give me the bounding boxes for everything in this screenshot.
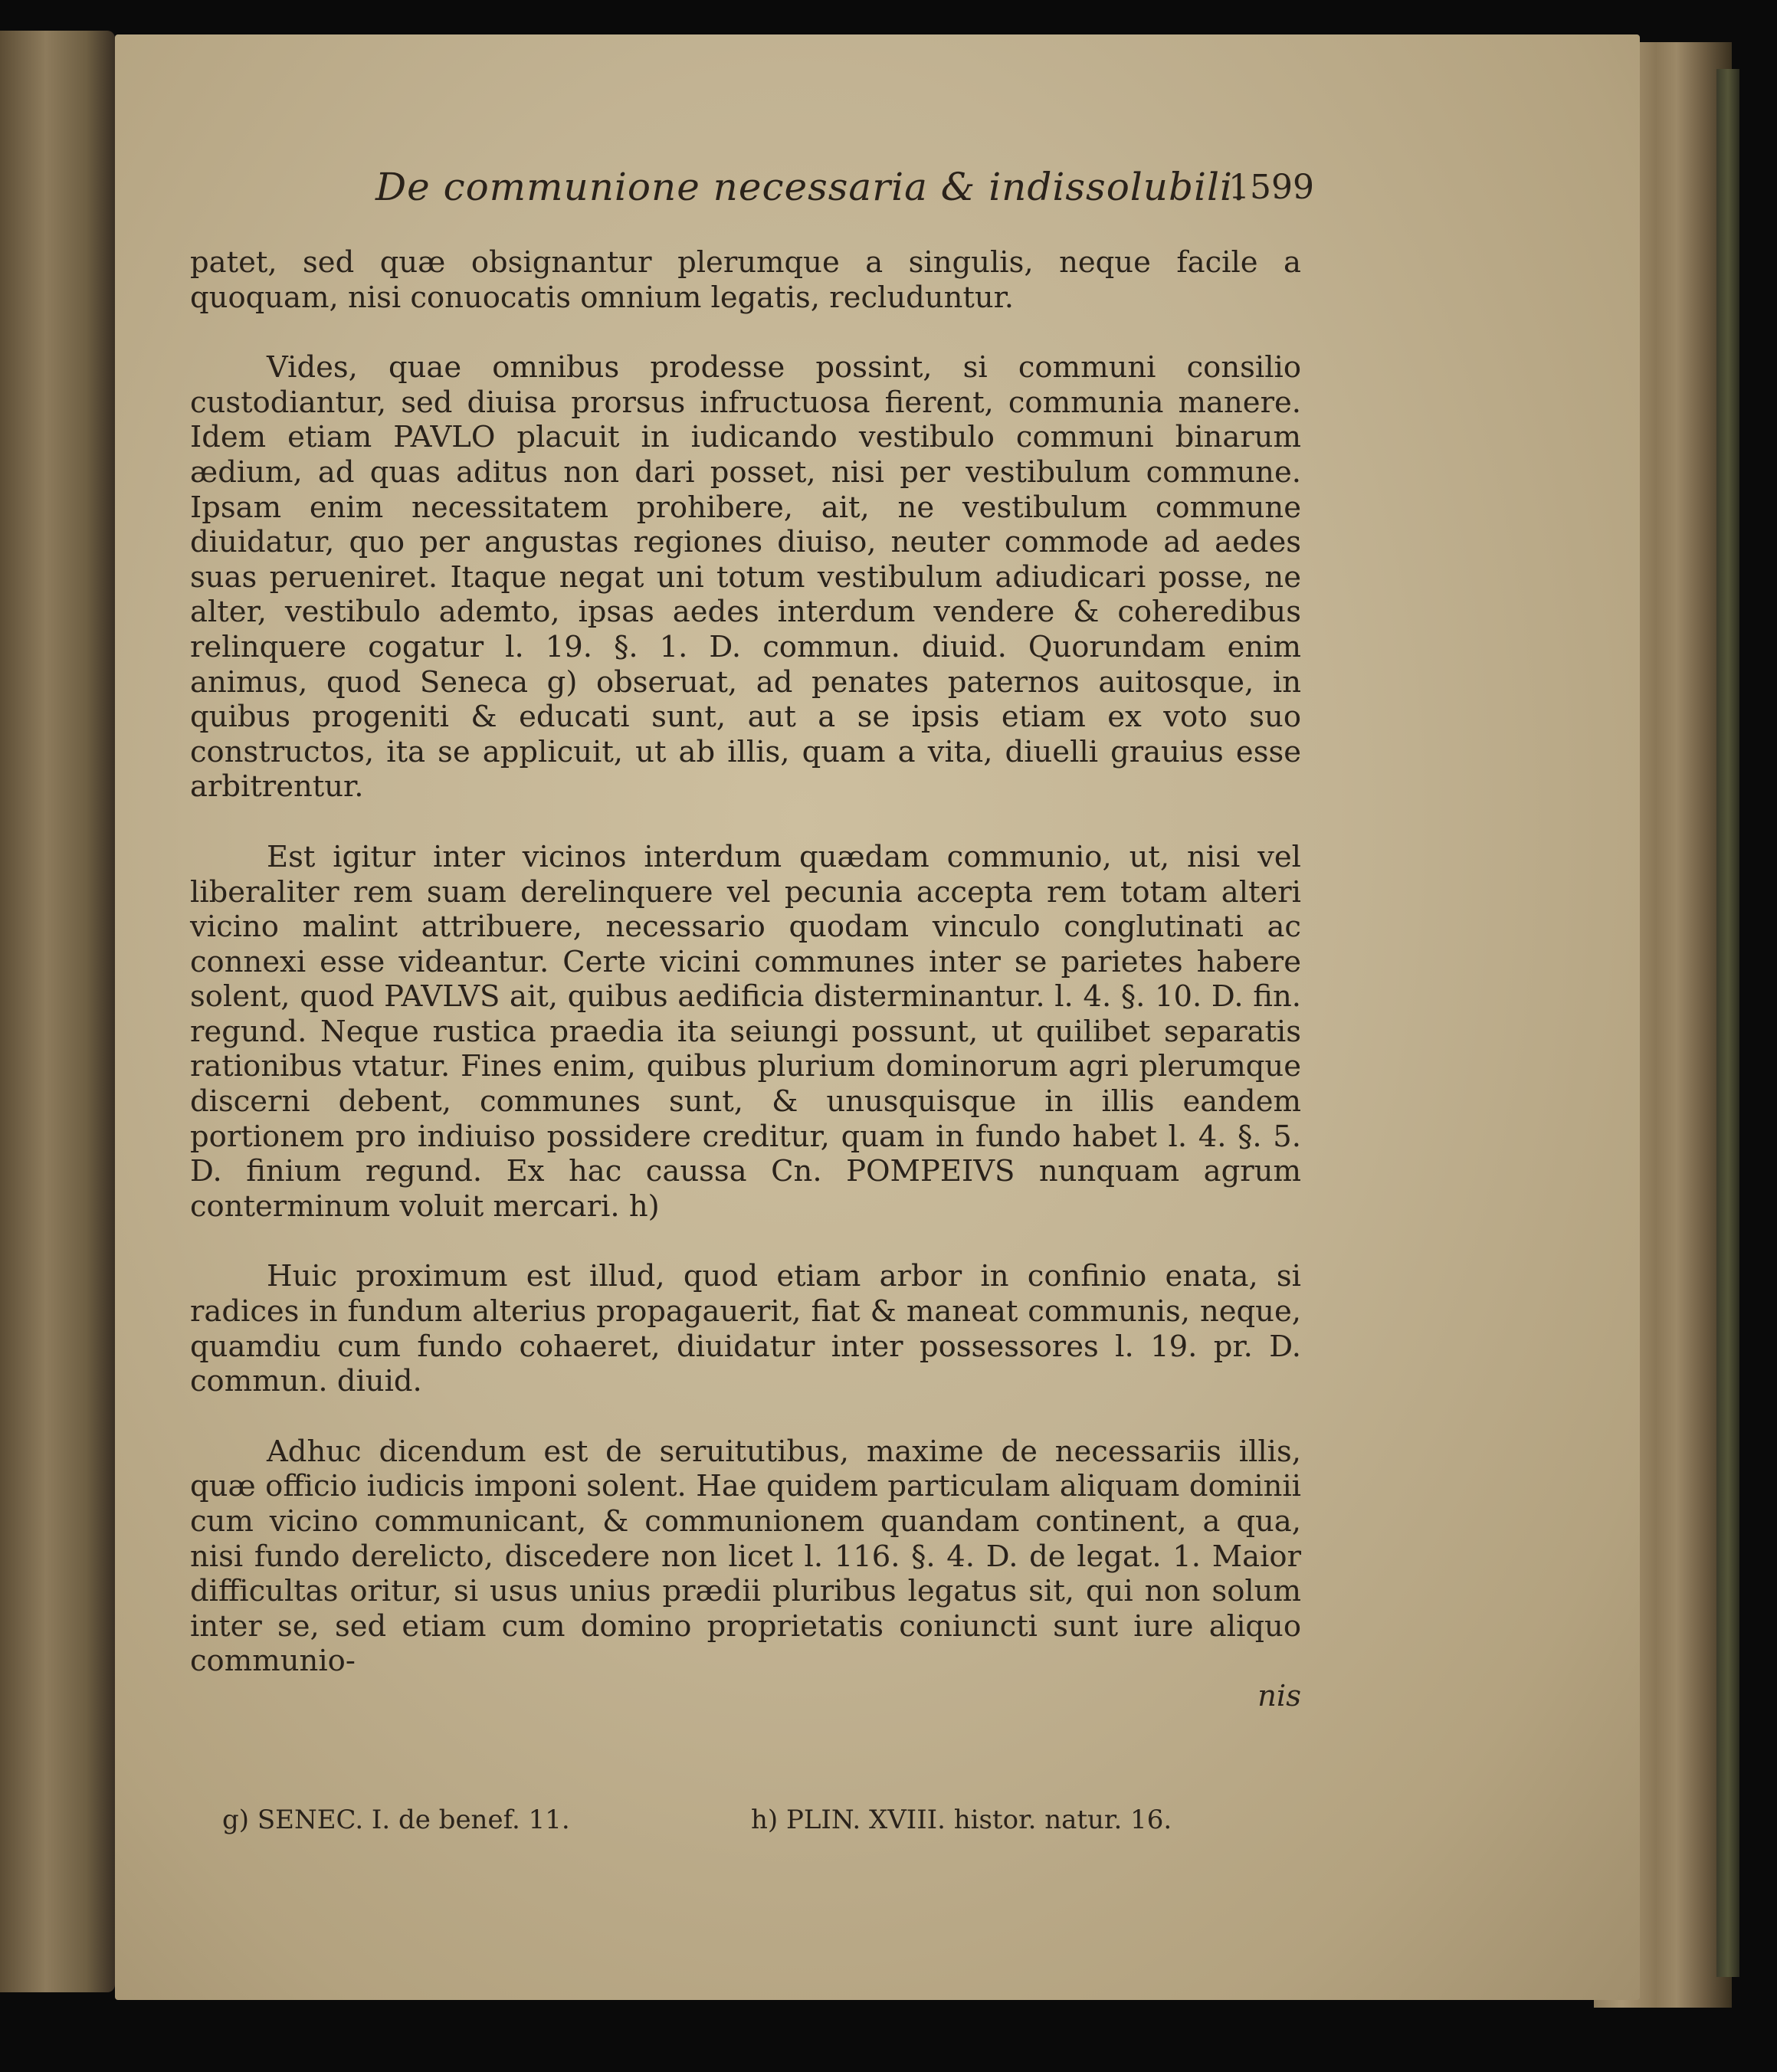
running-title: De communione necessaria & indissolubili. <box>375 165 1246 209</box>
paragraph-gap <box>190 315 1301 350</box>
page-number: 1599 <box>1228 168 1314 207</box>
footnote-g: g) SENEC. I. de benef. 11. <box>222 1805 570 1835</box>
paragraph-4: Huic proximum est illud, quod etiam arbor in confinio enata, si radices in fundum alterius propagauerit, fiat & maneat communis, neque, quamdiu cum fundo cohaeret, diuidatur inter possessores l. 19. pr. D. commun. diuid. <box>190 1259 1301 1399</box>
page-body <box>190 245 1301 1714</box>
catchword: nis <box>1257 1678 1301 1713</box>
left-page-edge <box>0 31 115 1992</box>
paragraph-gap <box>190 805 1301 840</box>
paragraph-3: Est igitur inter vicinos interdum quædam communio, ut, nisi vel liberaliter rem suam derelinquere vel pecunia accepta rem totam alteri vicino malint attribuere, necessario quodam vinculo conglutinati ac connexi esse videantur. Certe vicini communes inter se parietes habere solent, quod PAVLVS ait, quibus aedificia disterminantur. l. 4. §. 10. D. fin. regund. Neque rustica praedia ita seiungi possunt, ut quilibet separatis rationibus vtatur. Fines enim, quibus plurium dominorum agri plerumque discerni debent, communes sunt, & unusquisque in illis eandem portionem pro indiuiso possidere creditur, quam in fundo habet l. 4. §. 5. D. finium regund. Ex hac caussa Cn. POMPEIVS nunquam agrum conterminum voluit mercari. h) <box>190 839 1301 1224</box>
footnote-h: h) PLIN. XVIII. histor. natur. 16. <box>751 1805 1172 1835</box>
paragraph-2: Vides, quae omnibus prodesse possint, si communi consilio custodiantur, sed diuisa prorsus infructuosa fierent, communia manere. Idem etiam PAVLO placuit in iudicando vestibulo communi binarum ædium, ad quas aditus non dari posset, nisi per vestibulum commune. Ipsam enim necessitatem prohibere, ait, ne vestibulum commune diuidatur, quo per angustas regiones diuiso, neuter commode ad aedes suas perueniret. Itaque negat uni totum vestibulum adiudicari posse, ne alter, vestibulo ademto, ipsas aedes interdum vendere & coheredibus relinquere cogatur l. 19. §. 1. D. commun. diuid. Quorundam enim animus, quod Seneca g) obseruat, ad penates paternos auitosque, in quibus progeniti & educati sunt, aut a se ipsis etiam ex voto suo constructos, ita se applicuit, ut ab illis, quam a vita, diuelli grauius esse arbitrentur. <box>190 350 1301 805</box>
paragraph-gap <box>190 1224 1301 1259</box>
footnotes <box>222 1805 1257 1843</box>
page-header <box>375 165 1314 218</box>
paragraph-gap <box>190 1399 1301 1434</box>
paragraph-1: patet, sed quæ obsignantur plerumque a singulis, neque facile a quoquam, nisi conuocatis omnium legatis, recluduntur. <box>190 245 1301 315</box>
paragraph-5: Adhuc dicendum est de seruitutibus, maxime de necessariis illis, quæ officio iudicis imponi solent. Hae quidem particulam aliquam dominii cum vicino communicant, & communionem quandam continent, a qua, nisi fundo derelicto, discedere non licet l. 116. §. 4. D. de legat. 1. Maior difficultas oritur, si usus unius prædii pluribus legatus sit, qui non solum inter se, sed etiam cum domino proprietatis coniuncti sunt iure aliquo communio- <box>190 1434 1301 1679</box>
book-cover-edge <box>1716 69 1739 1977</box>
